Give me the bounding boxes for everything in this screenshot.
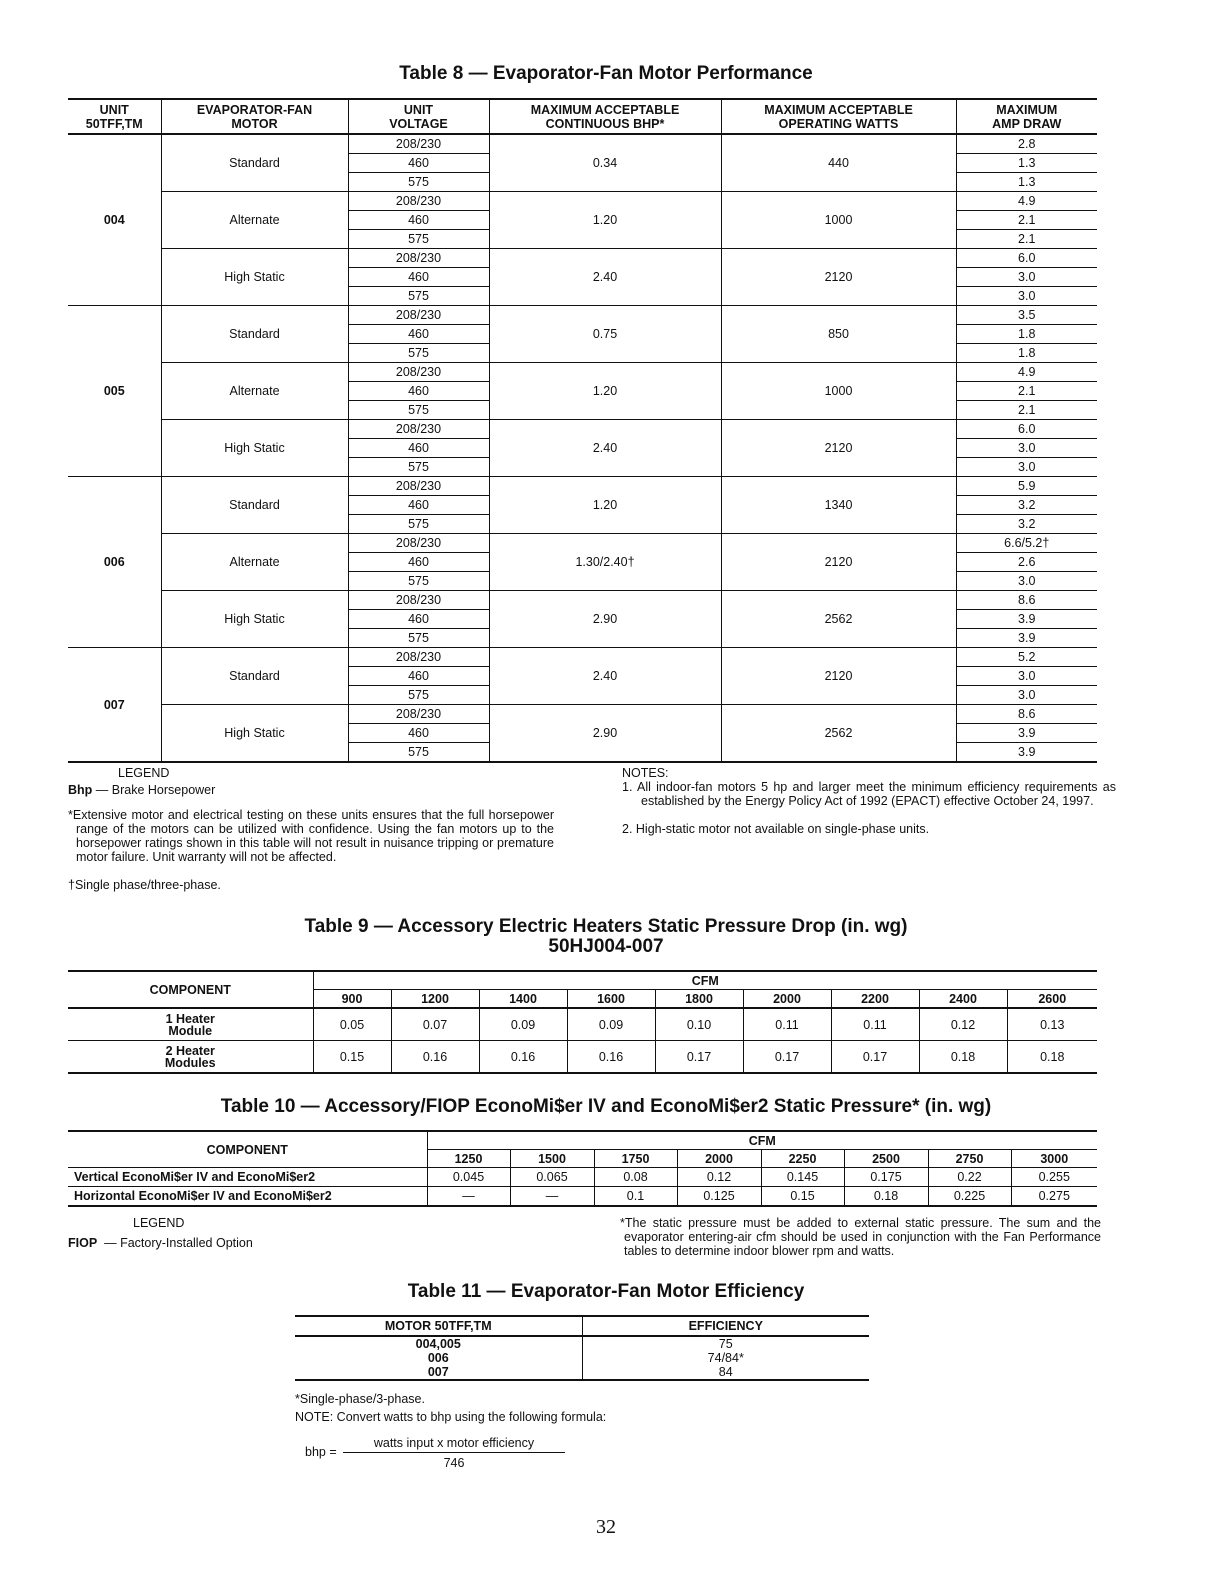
table8-voltage-cell: 460 [348, 439, 489, 458]
formula-numerator: watts input x motor efficiency [343, 1436, 565, 1453]
table8-voltage-cell: 208/230 [348, 134, 489, 154]
table8-motor-cell: Standard [161, 477, 348, 534]
table8-row [68, 420, 1097, 439]
table8-motor-cell: Alternate [161, 534, 348, 591]
table8-motor-cell: High Static [161, 249, 348, 306]
table8-note-2: 2. High-static motor not available on single-phase units. [622, 822, 930, 836]
table8-row [68, 192, 1097, 211]
table8-amps-cell: 2.1 [956, 211, 1097, 230]
table8-motor-cell: Alternate [161, 192, 348, 249]
table11-row [295, 1351, 869, 1365]
table8-watts-cell: 1000 [721, 192, 956, 249]
table10-value-cell: 0.08 [594, 1168, 677, 1187]
table8-bhp-cell: 2.40 [489, 249, 721, 306]
table8-row [68, 534, 1097, 553]
table9-value-cell: 0.05 [313, 1008, 391, 1041]
table10-value-cell: 0.15 [761, 1187, 844, 1207]
table8-amps-cell: 2.1 [956, 230, 1097, 249]
table9-value-cell: 0.17 [655, 1041, 743, 1074]
table10-component-cell: Vertical EconoMi$er IV and EconoMi$er2 [68, 1168, 427, 1187]
table8-amps-cell: 3.0 [956, 268, 1097, 287]
table8-unit-cell: 004 [68, 134, 161, 306]
table8-row [68, 306, 1097, 325]
table11-title: Table 11 — Evaporator-Fan Motor Efficiency [407, 1281, 805, 1302]
table8-voltage-cell: 460 [348, 553, 489, 572]
table11-efficiency-cell: 84 [718, 1364, 733, 1379]
table8-amps-cell: 3.0 [956, 458, 1097, 477]
table8-header-cell: MAXIMUM ACCEPTABLE OPERATING WATTS [721, 99, 956, 134]
legend-definition: — Brake Horsepower [95, 783, 216, 797]
table10-value-cell: 0.12 [677, 1168, 761, 1187]
table8-voltage-cell: 575 [348, 458, 489, 477]
table8-amps-cell: 3.9 [956, 629, 1097, 648]
table8-unit-cell: 005 [68, 306, 161, 477]
table10-cfm-header: CFM [427, 1131, 1097, 1150]
table9-cfm-cell: 2400 [919, 990, 1007, 1009]
table9-cfm-cell: 2000 [743, 990, 831, 1009]
table8-amps-cell: 6.0 [956, 249, 1097, 268]
table11-motor-cell: 006 [295, 1351, 582, 1365]
table10-cfm-cell: 1500 [510, 1150, 594, 1168]
table8-motor-cell: Standard [161, 134, 348, 192]
table8-amps-cell: 3.0 [956, 686, 1097, 705]
table8-row [68, 705, 1097, 724]
table8-header-cell: MAXIMUM AMP DRAW [956, 99, 1097, 134]
table8-voltage-cell: 208/230 [348, 249, 489, 268]
table10-value-cell: 0.1 [594, 1187, 677, 1207]
table9-cfm-header: CFM [313, 971, 1097, 990]
table9-component-cell: 1 Heater Module [68, 1008, 313, 1041]
table8-voltage-cell: 460 [348, 724, 489, 743]
table10-value-cell: 0.045 [427, 1168, 510, 1187]
table10-legend-entry [68, 1236, 253, 1250]
table8-bhp-cell: 2.90 [489, 591, 721, 648]
table10-value-cell: 0.275 [1011, 1187, 1097, 1207]
table10-value-cell: 0.125 [677, 1187, 761, 1207]
table10-value-cell: — [427, 1187, 510, 1207]
table8-voltage-cell: 208/230 [348, 591, 489, 610]
table10-component-cell: Horizontal EconoMi$er IV and EconoMi$er2 [74, 1189, 332, 1203]
table8-amps-cell: 3.0 [956, 572, 1097, 591]
table8-watts-cell: 2562 [721, 705, 956, 763]
table10-title: Table 10 — Accessory/FIOP EconoMi$er IV and EconoMi$er2 Static Pressure* (in. wg) [220, 1096, 992, 1117]
table8-row [68, 648, 1097, 667]
table8-legend-entry [68, 783, 215, 797]
table8-bhp-cell: 1.20 [489, 477, 721, 534]
table11-motor-cell: 004,005 [295, 1336, 582, 1351]
table11-motor-cell: 007 [295, 1365, 582, 1380]
table9-value-cell: 0.17 [743, 1041, 831, 1074]
formula-denominator: 746 [443, 1456, 465, 1470]
table11 [295, 1315, 869, 1381]
table8-watts-cell: 2120 [721, 534, 956, 591]
table8-voltage-cell: 575 [348, 230, 489, 249]
table8-voltage-cell: 208/230 [348, 534, 489, 553]
table8-amps-cell: 2.8 [956, 134, 1097, 154]
table8-voltage-cell: 575 [348, 344, 489, 363]
table8-amps-cell: 3.0 [956, 287, 1097, 306]
table8-row [68, 249, 1097, 268]
formula-lhs: bhp = [305, 1445, 337, 1459]
table9-value-cell: 0.13 [1007, 1008, 1097, 1041]
table8-voltage-cell: 460 [348, 211, 489, 230]
table8-amps-cell: 1.3 [956, 154, 1097, 173]
legend-abbr: FIOP [68, 1236, 98, 1250]
table8-amps-cell: 3.9 [956, 743, 1097, 763]
table8-watts-cell: 440 [721, 134, 956, 192]
table9-value-cell: 0.18 [919, 1041, 1007, 1074]
table9-cfm-cell: 1800 [655, 990, 743, 1009]
table8-amps-cell: 2.6 [956, 553, 1097, 572]
table9-value-cell: 0.09 [567, 1008, 655, 1041]
table11-header-efficiency: EFFICIENCY [582, 1316, 869, 1336]
table8-row [68, 591, 1097, 610]
table8-motor-cell: Standard [161, 306, 348, 363]
table8-watts-cell: 2562 [721, 591, 956, 648]
table9-cfm-cell: 1200 [391, 990, 479, 1009]
table8-bhp-cell: 1.20 [489, 363, 721, 420]
table11-note: NOTE: Convert watts to bhp using the following formula: [295, 1410, 607, 1424]
table8-motor-cell: High Static [161, 420, 348, 477]
table9-row [68, 1008, 1097, 1041]
table8-bhp-cell: 0.75 [489, 306, 721, 363]
table8-watts-cell: 1000 [721, 363, 956, 420]
table8-voltage-cell: 460 [348, 496, 489, 515]
table8-voltage-cell: 208/230 [348, 306, 489, 325]
table8-voltage-cell: 575 [348, 515, 489, 534]
table8-footnote-dagger: †Single phase/three-phase. [68, 878, 221, 892]
table10-row [68, 1187, 1097, 1207]
table10-footnote: *The static pressure must be added to external static pressure. The sum and the evaporator entering-air cfm should be used in conjunction with the Fan Performance tables to determine indoor blower rpm and watts. [620, 1216, 1101, 1258]
table10-value-cell: 0.145 [761, 1168, 844, 1187]
table8-amps-cell: 5.2 [956, 648, 1097, 667]
table8-amps-cell: 4.9 [956, 192, 1097, 211]
table11-row [295, 1365, 869, 1380]
table8-watts-cell: 2120 [721, 249, 956, 306]
table8-motor-cell: Alternate [161, 363, 348, 420]
table10-value-cell: 0.22 [928, 1168, 1011, 1187]
table9-value-cell: 0.17 [831, 1041, 919, 1074]
table10-value-cell: 0.255 [1011, 1168, 1097, 1187]
table9-cfm-cell: 900 [313, 990, 391, 1009]
table9-value-cell: 0.09 [479, 1008, 567, 1041]
table10-cfm-cell: 2250 [761, 1150, 844, 1168]
table9-component-header: COMPONENT [68, 971, 313, 1008]
table8-amps-cell: 1.8 [956, 344, 1097, 363]
table9 [68, 970, 1097, 1074]
table9-cfm-cell: 2600 [1007, 990, 1097, 1009]
table8-voltage-cell: 575 [348, 287, 489, 306]
table8-row [68, 477, 1097, 496]
table8-amps-cell: 3.2 [956, 515, 1097, 534]
table8-voltage-cell: 460 [348, 667, 489, 686]
table8-legend-title: LEGEND [118, 766, 170, 780]
table10-cfm-cell: 1250 [427, 1150, 510, 1168]
table9-cfm-cell: 2200 [831, 990, 919, 1009]
table11-header-motor: MOTOR 50TFF,TM [295, 1316, 582, 1336]
table8-header-cell: MAXIMUM ACCEPTABLE CONTINUOUS BHP* [489, 99, 721, 134]
table8-voltage-cell: 460 [348, 325, 489, 344]
table8-amps-cell: 6.6/5.2† [956, 534, 1097, 553]
table10-value-cell: 0.065 [510, 1168, 594, 1187]
table8-bhp-cell: 1.30/2.40† [489, 534, 721, 591]
table8-voltage-cell: 208/230 [348, 705, 489, 724]
table8-motor-cell: Standard [161, 648, 348, 705]
table8-notes-title: NOTES: [622, 766, 669, 780]
table9-cfm-cell: 1400 [479, 990, 567, 1009]
table8-motor-cell: High Static [161, 591, 348, 648]
table8-unit-cell: 006 [68, 477, 161, 648]
table10-row [68, 1168, 1097, 1187]
table8-amps-cell: 2.1 [956, 382, 1097, 401]
table8-bhp-cell: 2.90 [489, 705, 721, 763]
table10-cfm-cell: 2000 [677, 1150, 761, 1168]
table8-amps-cell: 6.0 [956, 420, 1097, 439]
table9-value-cell: 0.15 [313, 1041, 391, 1074]
table8 [68, 98, 1097, 763]
table9-value-cell: 0.16 [479, 1041, 567, 1074]
table8-voltage-cell: 575 [348, 401, 489, 420]
table8-voltage-cell: 575 [348, 629, 489, 648]
table8-watts-cell: 850 [721, 306, 956, 363]
table10-cfm-cell: 1750 [594, 1150, 677, 1168]
table9-title-line2: 50HJ004-007 [548, 936, 664, 957]
table9-value-cell: 0.16 [567, 1041, 655, 1074]
table8-bhp-cell: 2.40 [489, 420, 721, 477]
table10-cfm-cell: 2500 [844, 1150, 928, 1168]
table8-voltage-cell: 208/230 [348, 192, 489, 211]
table9-value-cell: 0.11 [743, 1008, 831, 1041]
table10-cfm-cell: 2750 [928, 1150, 1011, 1168]
table8-amps-cell: 3.9 [956, 724, 1097, 743]
table8-voltage-cell: 575 [348, 686, 489, 705]
table8-amps-cell: 8.6 [956, 591, 1097, 610]
table8-header-cell: EVAPORATOR-FAN MOTOR [161, 99, 348, 134]
table10-value-cell: — [510, 1187, 594, 1207]
table8-voltage-cell: 460 [348, 610, 489, 629]
table8-voltage-cell: 575 [348, 572, 489, 591]
table9-value-cell: 0.10 [655, 1008, 743, 1041]
table8-voltage-cell: 208/230 [348, 363, 489, 382]
table9-title-line1: Table 9 — Accessory Electric Heaters Static Pressure Drop (in. wg) [304, 916, 908, 937]
table8-voltage-cell: 208/230 [348, 420, 489, 439]
table8-row [68, 134, 1097, 154]
table9-value-cell: 0.12 [919, 1008, 1007, 1041]
legend-abbr: Bhp [68, 783, 93, 797]
table8-header-cell: UNIT 50TFF,TM [68, 99, 161, 134]
table8-voltage-cell: 460 [348, 382, 489, 401]
table8-voltage-cell: 208/230 [348, 477, 489, 496]
table8-motor-cell: High Static [161, 705, 348, 763]
table8-bhp-cell: 1.20 [489, 192, 721, 249]
table8-amps-cell: 3.5 [956, 306, 1097, 325]
table10-cfm-cell: 3000 [1011, 1150, 1097, 1168]
table9-cfm-cell: 1600 [567, 990, 655, 1009]
table9-value-cell: 0.18 [1007, 1041, 1097, 1074]
table8-voltage-cell: 575 [348, 743, 489, 763]
table8-amps-cell: 5.9 [956, 477, 1097, 496]
table8-amps-cell: 3.9 [956, 610, 1097, 629]
table10-component-header: COMPONENT [68, 1131, 427, 1168]
table8-amps-cell: 2.1 [956, 401, 1097, 420]
table11-efficiency-cell: 74/84* [707, 1350, 744, 1365]
table8-amps-cell: 3.2 [956, 496, 1097, 515]
table9-row [68, 1041, 1097, 1074]
table8-bhp-cell: 2.40 [489, 648, 721, 705]
table9-value-cell: 0.16 [391, 1041, 479, 1074]
legend-definition: — Factory-Installed Option [104, 1236, 253, 1250]
table8-watts-cell: 2120 [721, 420, 956, 477]
table8-bhp-cell: 0.34 [489, 134, 721, 192]
table8-header-cell: UNIT VOLTAGE [348, 99, 489, 134]
table10-value-cell: 0.175 [844, 1168, 928, 1187]
table8-amps-cell: 3.0 [956, 439, 1097, 458]
table9-value-cell: 0.11 [831, 1008, 919, 1041]
table11-row [295, 1336, 869, 1351]
table11-footnote: *Single-phase/3-phase. [295, 1392, 425, 1406]
page-number: 32 [596, 1516, 616, 1538]
table8-voltage-cell: 460 [348, 268, 489, 287]
table8-voltage-cell: 460 [348, 154, 489, 173]
table8-voltage-cell: 208/230 [348, 648, 489, 667]
table8-amps-cell: 1.3 [956, 173, 1097, 192]
table8-watts-cell: 1340 [721, 477, 956, 534]
table9-component-cell: 2 Heater Modules [164, 1043, 216, 1070]
table10-value-cell: 0.18 [844, 1187, 928, 1207]
table9-value-cell: 0.07 [391, 1008, 479, 1041]
table10 [68, 1130, 1097, 1207]
table10-legend-title: LEGEND [133, 1216, 185, 1230]
table11-efficiency-cell: 75 [718, 1336, 733, 1351]
table8-title: Table 8 — Evaporator-Fan Motor Performance [399, 63, 813, 84]
table8-amps-cell: 1.8 [956, 325, 1097, 344]
table8-note-1: 1. All indoor-fan motors 5 hp and larger meet the minimum efficiency requirements as established by the Energy Policy Act of 1992 (EPACT) effective October 24, 1997. [622, 780, 1116, 808]
table8-unit-cell: 007 [68, 648, 161, 763]
table8-amps-cell: 3.0 [956, 667, 1097, 686]
table8-watts-cell: 2120 [721, 648, 956, 705]
table10-value-cell: 0.225 [928, 1187, 1011, 1207]
table8-voltage-cell: 575 [348, 173, 489, 192]
table8-footnote-star: *Extensive motor and electrical testing on these units ensures that the full horsepower range of the motors can be utilized with confidence. Using the fan motors up to the horsepower ratings shown in this table will not result in nuisance tripping or premature motor failure. Unit warranty will not be affected. [68, 808, 554, 864]
table8-amps-cell: 4.9 [956, 363, 1097, 382]
table8-amps-cell: 8.6 [956, 705, 1097, 724]
table8-row [68, 363, 1097, 382]
